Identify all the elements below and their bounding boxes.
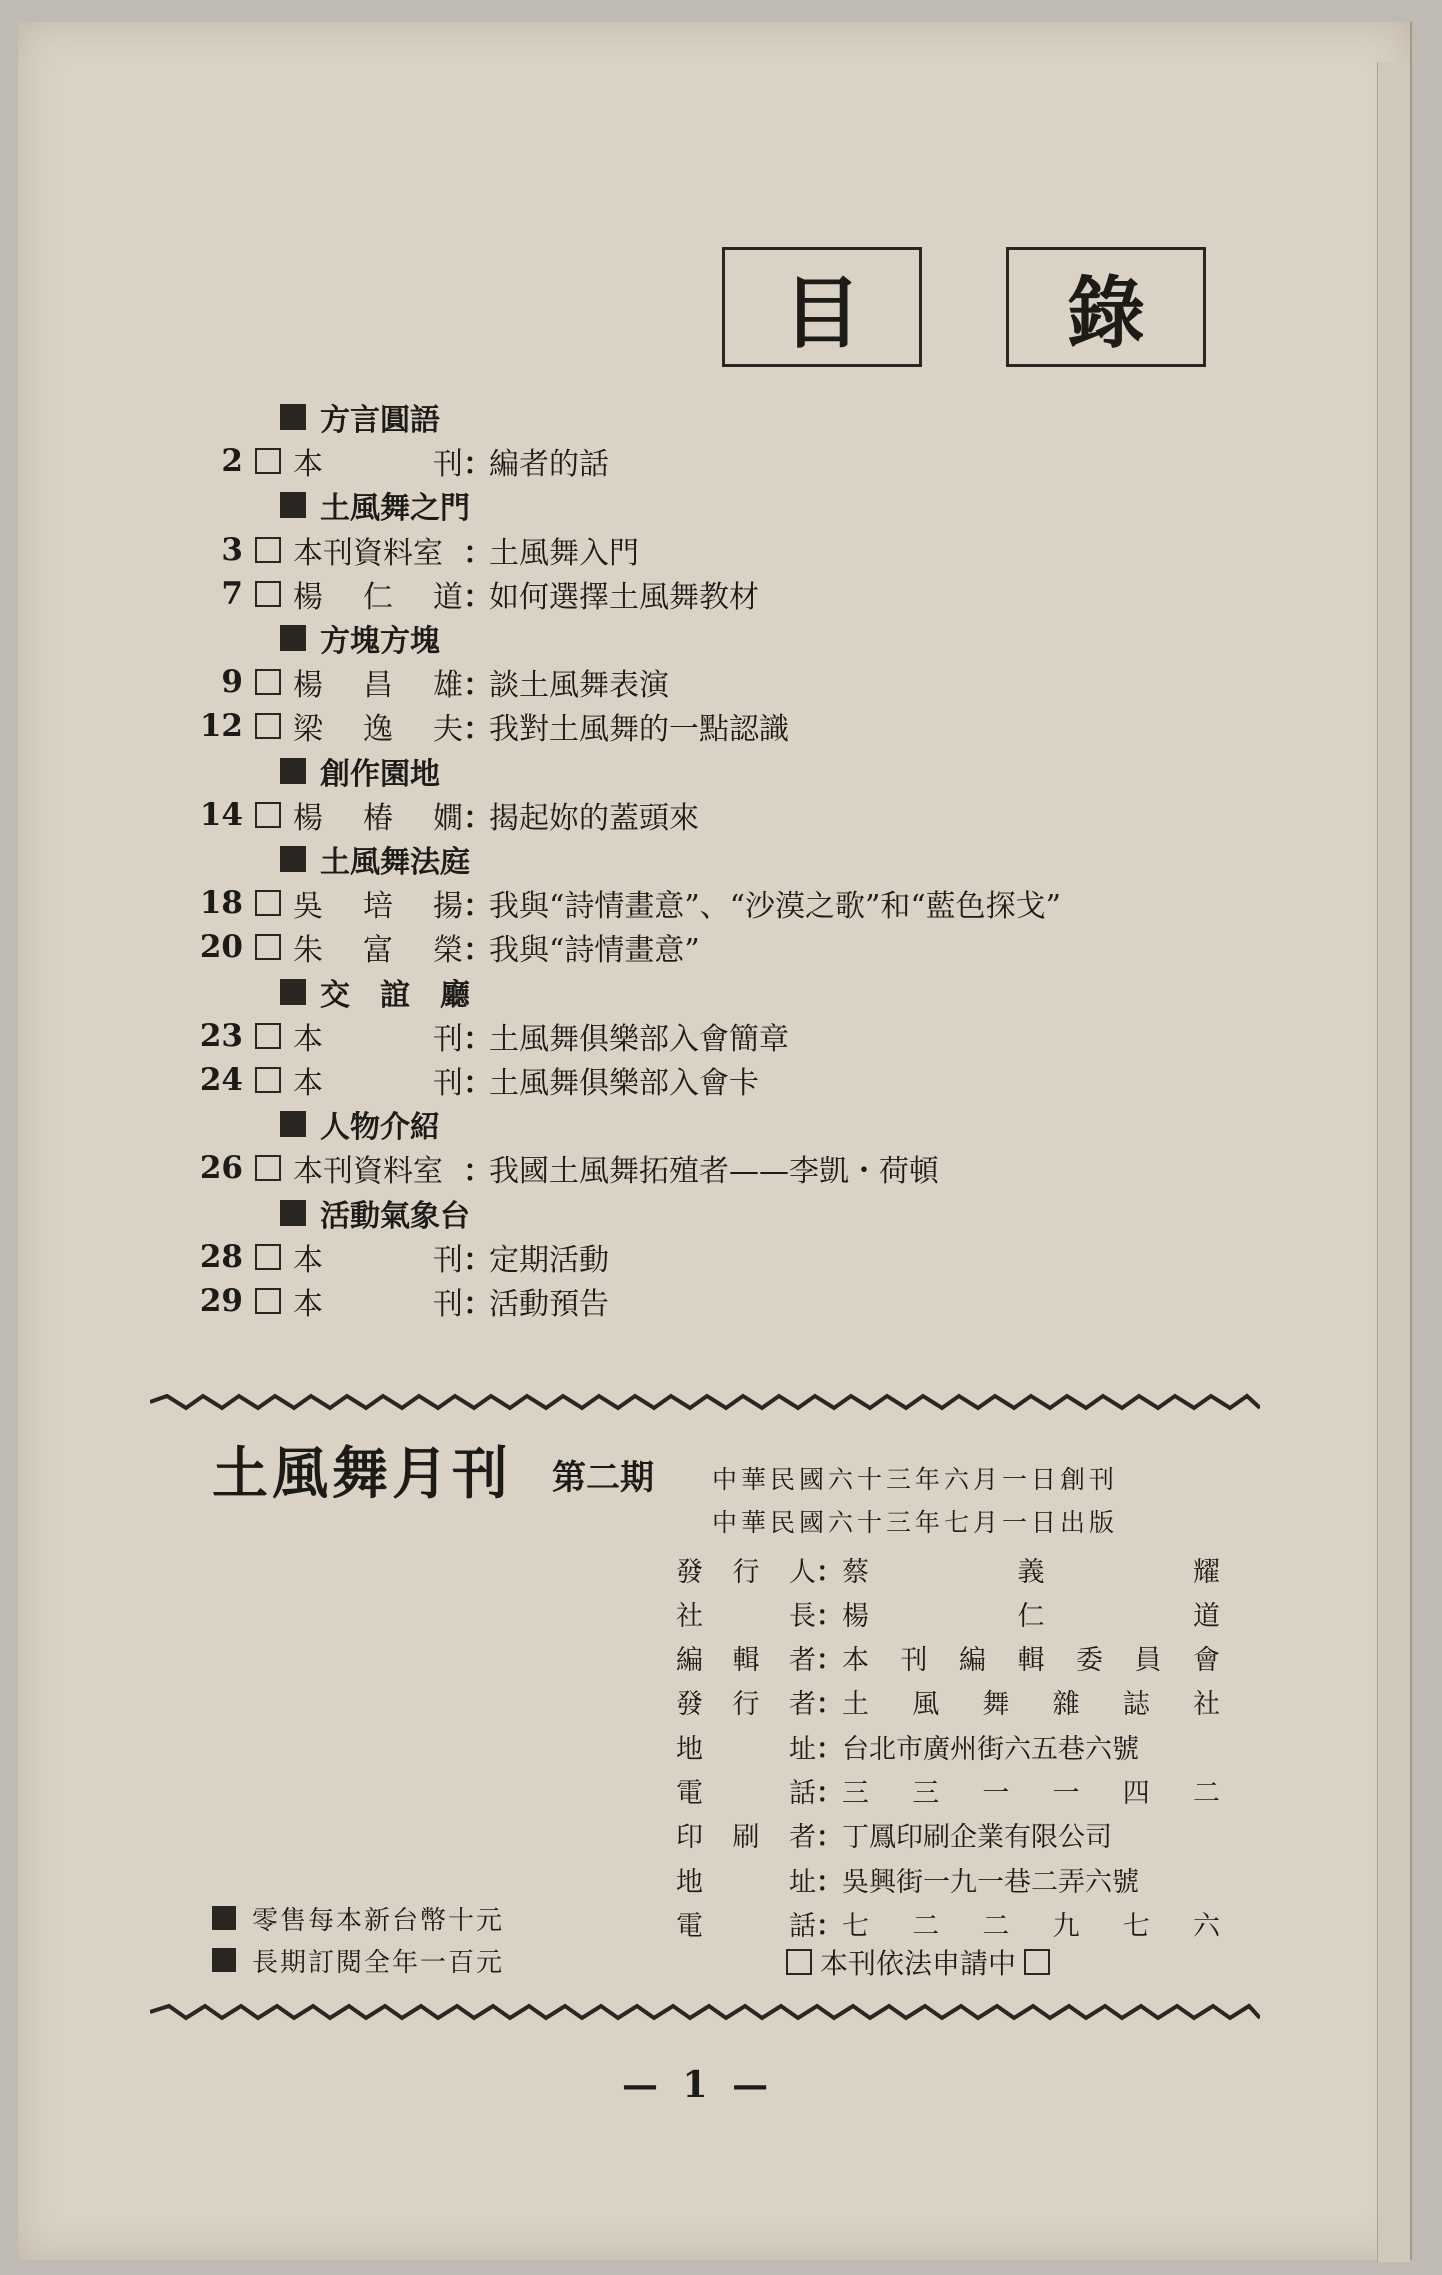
toc-section — [280, 1104, 440, 1144]
colophon-label-char: 者 — [789, 1822, 816, 1854]
colophon-label-char: 電 — [676, 1778, 703, 1809]
notice-text: 本刊依法申請中 — [820, 1947, 1017, 1980]
colophon-value-part: 四 — [1122, 1778, 1150, 1809]
bullet-square-icon — [212, 1906, 236, 1930]
colophon-label-char: 址 — [789, 1866, 816, 1898]
section-bullet-icon — [280, 846, 306, 872]
colon-separator: ： — [463, 1242, 493, 1278]
colon-separator: ： — [463, 1287, 493, 1322]
price-retail-text: 零售每本新台幣十元 — [252, 1905, 505, 1936]
toc-author — [293, 572, 463, 616]
open-square-icon — [255, 713, 281, 739]
toc-author-part: 楊 — [293, 668, 323, 704]
colon-separator: ： — [816, 1556, 843, 1588]
colophon-value-part: 吳興街一九一巷二弄六號 — [842, 1866, 1139, 1898]
price-subscription-text: 長期訂閱全年一百元 — [252, 1947, 505, 1978]
toc-section-title: 土風舞之門 — [320, 491, 470, 527]
toc-entry-title: 編者的話 — [489, 447, 609, 483]
colophon-label-char: 刷 — [732, 1822, 760, 1854]
open-square-icon — [255, 581, 281, 607]
toc-entry-title: 談土風舞表演 — [489, 668, 669, 704]
toc-entry-title: 如何選擇土風舞教材 — [489, 579, 759, 615]
section-bullet-icon — [280, 979, 306, 1005]
colophon-value-part: 七 — [1122, 1910, 1150, 1942]
colon-separator: ： — [816, 1645, 843, 1677]
toc-entry — [0, 662, 669, 702]
colophon-label-char: 行 — [732, 1689, 760, 1721]
toc-author — [293, 1235, 463, 1279]
toc-section — [280, 618, 440, 658]
open-square-icon — [255, 1067, 281, 1093]
toc-author — [293, 1279, 463, 1323]
colophon-row — [676, 1772, 1220, 1810]
colophon-label — [676, 1904, 816, 1943]
colophon-label — [676, 1594, 816, 1633]
colon-separator: ： — [463, 889, 493, 925]
registration-notice — [778, 1942, 1058, 1982]
toc-entry-title: 土風舞俱樂部入會簡章 — [489, 1021, 789, 1057]
toc-section — [280, 751, 440, 791]
toc-author-part: 刊 — [433, 1066, 463, 1101]
colophon-label — [676, 1860, 816, 1899]
colon-separator: ： — [816, 1600, 843, 1632]
toc-entry — [0, 1016, 789, 1056]
colophon-row — [676, 1860, 1220, 1898]
colophon-label-char: 電 — [676, 1910, 703, 1942]
toc-entry — [0, 1237, 609, 1277]
colophon-row — [676, 1594, 1220, 1632]
colon-separator: ： — [463, 579, 493, 615]
colophon-value-part: 六 — [1192, 1910, 1220, 1942]
colophon-value-part: 刊 — [900, 1645, 928, 1677]
colophon-row — [676, 1904, 1220, 1942]
open-square-icon — [255, 802, 281, 828]
section-bullet-icon — [280, 404, 306, 430]
colophon-value-part: 仁 — [1017, 1600, 1045, 1632]
founded-date: 中華民國六十三年六月一日創刊 — [712, 1465, 1119, 1494]
toc-author-part: 仁 — [363, 579, 393, 615]
toc-author-part: 椿 — [363, 800, 393, 836]
colophon-label-char: 社 — [676, 1600, 703, 1632]
colophon-row — [676, 1683, 1220, 1721]
colophon-label-char: 地 — [676, 1866, 703, 1898]
toc-page-number: 29 — [199, 1283, 243, 1319]
toc-author-part: 本 — [293, 1287, 323, 1322]
toc-page-number: 2 — [221, 443, 243, 480]
colon-separator: ： — [463, 447, 493, 483]
toc-entry-title: 土風舞入門 — [489, 535, 639, 571]
toc-entry — [0, 441, 609, 481]
colophon-row — [676, 1639, 1220, 1677]
magazine-title: 土風舞月刊 — [212, 1442, 512, 1507]
heading-char-1: 目 — [722, 247, 922, 367]
toc-entry — [0, 574, 759, 614]
colon-separator: ： — [816, 1733, 843, 1765]
colophon-label-char: 者 — [789, 1689, 816, 1721]
open-square-icon — [255, 448, 281, 474]
toc-author-part: 雄 — [433, 668, 463, 704]
colophon-value-part: 一 — [982, 1778, 1010, 1809]
colophon-value-part: 蔡 — [842, 1556, 869, 1588]
toc-author-part: 刊 — [433, 1242, 463, 1278]
colophon-value-part: 義 — [1017, 1556, 1045, 1588]
colophon-label-char: 輯 — [732, 1645, 760, 1677]
toc-page-number: 12 — [199, 708, 243, 745]
toc-author-part: 榮 — [433, 933, 463, 969]
toc-section — [280, 397, 440, 437]
open-square-icon — [255, 669, 281, 695]
toc-author-part: 本刊資料室 — [293, 535, 443, 571]
colophon-value — [842, 1860, 1220, 1899]
open-square-icon — [255, 1155, 281, 1181]
section-bullet-icon — [280, 625, 306, 651]
toc-author-part: 朱 — [293, 933, 323, 969]
toc-entry — [0, 927, 700, 967]
price-subscription — [212, 1942, 504, 1978]
toc-author-part: 揚 — [433, 889, 463, 925]
open-square-icon — [255, 934, 281, 960]
colophon-value-part: 員 — [1134, 1645, 1162, 1677]
colophon-value — [842, 1682, 1220, 1721]
colophon-label — [676, 1727, 816, 1766]
toc-section-title: 方塊方塊 — [320, 624, 440, 659]
toc-author-part: 吳 — [293, 889, 323, 925]
toc-section-title: 方言圓語 — [320, 403, 440, 438]
colophon-value-part: 耀 — [1193, 1556, 1220, 1588]
colophon-value-part: 三 — [912, 1778, 940, 1809]
toc-author — [293, 881, 463, 925]
toc-author-part: 梁 — [293, 712, 323, 748]
bullet-square-icon — [212, 1948, 236, 1972]
colophon-value-part: 風 — [912, 1689, 940, 1721]
colophon-label-char: 者 — [789, 1645, 816, 1677]
toc-entry — [0, 1060, 759, 1100]
colophon-value — [842, 1771, 1220, 1810]
toc-author-part: 逸 — [363, 712, 393, 748]
toc-section-title: 活動氣象台 — [320, 1198, 470, 1234]
toc-author — [293, 1014, 463, 1058]
section-bullet-icon — [280, 758, 306, 784]
toc-author-part: 富 — [363, 933, 393, 969]
toc-section-title: 創作園地 — [320, 756, 440, 792]
toc-entry-title: 我國土風舞拓殖者——李凱・荷頓 — [489, 1154, 939, 1190]
toc-section — [280, 972, 470, 1012]
toc-author-part: 昌 — [363, 668, 393, 704]
colophon-label — [676, 1815, 816, 1854]
open-square-icon — [255, 537, 281, 563]
toc-author — [293, 1146, 463, 1190]
toc-page-number: 28 — [199, 1238, 243, 1275]
colophon-value — [842, 1550, 1220, 1589]
toc-author-part: 夫 — [433, 712, 463, 748]
toc-author-part: 本 — [293, 1021, 323, 1057]
colophon-label-char: 編 — [676, 1645, 703, 1677]
colophon-label — [676, 1638, 816, 1677]
heading-char-2: 錄 — [1006, 247, 1206, 367]
colophon-value-part: 社 — [1192, 1689, 1220, 1721]
toc-author-part: 本 — [293, 1242, 323, 1278]
toc-entry-title: 我與“詩情畫意”、“沙漠之歌”和“藍色探戈” — [489, 889, 1062, 925]
colophon-label-char: 地 — [676, 1733, 703, 1765]
colophon-value-part: 三 — [842, 1778, 869, 1809]
open-square-icon — [255, 1023, 281, 1049]
colophon-value-part: 本 — [842, 1645, 869, 1677]
colon-separator: ： — [816, 1778, 843, 1809]
colon-separator: ： — [816, 1910, 843, 1942]
open-square-icon — [255, 1288, 281, 1314]
toc-entry — [0, 530, 639, 570]
colophon-row — [676, 1816, 1220, 1854]
toc-entry-title: 我對土風舞的一點認識 — [489, 712, 789, 748]
published-date: 中華民國六十三年七月一日出版 — [712, 1508, 1119, 1537]
toc-author-part: 嫺 — [433, 800, 463, 836]
toc-author-part: 楊 — [293, 800, 323, 836]
colon-separator: ： — [816, 1866, 843, 1898]
colophon-value-part: 道 — [1193, 1600, 1220, 1632]
toc-author-part: 本 — [293, 1066, 323, 1101]
toc-page-number: 23 — [199, 1017, 243, 1054]
toc-author — [293, 660, 463, 704]
colophon-value-part: 七 — [842, 1910, 869, 1942]
toc-author-part: 刊 — [433, 447, 463, 483]
colophon-row — [676, 1550, 1220, 1588]
colophon-value-part: 輯 — [1017, 1645, 1045, 1677]
toc-author-part: 本 — [293, 447, 323, 483]
colophon-value-part: 會 — [1193, 1645, 1220, 1677]
toc-section — [280, 839, 470, 879]
toc-page-number: 18 — [199, 885, 243, 922]
colophon-label-char: 人 — [789, 1556, 816, 1588]
toc-section-title: 人物介紹 — [320, 1110, 440, 1146]
toc-author — [293, 793, 463, 837]
colon-separator: ： — [463, 535, 493, 571]
colon-separator: ： — [463, 1021, 493, 1057]
colophon-value-part: 舞 — [982, 1689, 1010, 1721]
colophon-value-part: 楊 — [842, 1600, 869, 1632]
toc-author — [293, 925, 463, 969]
colophon-label-char: 印 — [676, 1822, 703, 1854]
colophon-value — [842, 1638, 1220, 1677]
toc-author-part: 本刊資料室 — [293, 1154, 443, 1190]
colophon-value — [842, 1594, 1220, 1633]
toc-page-number: 3 — [221, 531, 243, 568]
colophon-value-part: 誌 — [1122, 1689, 1150, 1721]
colophon-value-part: 編 — [959, 1645, 986, 1677]
colon-separator: ： — [463, 1154, 493, 1190]
toc-entry — [0, 1148, 939, 1188]
colophon-value-part: 丁鳳印刷企業有限公司 — [842, 1822, 1112, 1854]
colophon-label-char: 話 — [789, 1910, 816, 1942]
decorative-divider-bottom — [150, 2000, 1260, 2024]
colophon-label — [676, 1771, 816, 1810]
colophon-value-part: 二 — [1192, 1778, 1220, 1809]
toc-author — [293, 528, 463, 572]
toc-entry-title: 揭起妳的蓋頭來 — [489, 800, 699, 836]
toc-entry-title: 定期活動 — [489, 1242, 609, 1278]
colophon-value — [842, 1904, 1220, 1943]
colon-separator: ： — [816, 1689, 843, 1721]
toc-entry — [0, 883, 1061, 923]
colophon-value-part: 一 — [1052, 1778, 1080, 1809]
page-number: — 1 — — [622, 2064, 775, 2106]
colon-separator: ： — [463, 800, 493, 836]
colophon-label — [676, 1550, 816, 1589]
toc-author-part: 培 — [363, 889, 393, 925]
open-square-icon — [1024, 1949, 1050, 1975]
colon-separator: ： — [463, 933, 493, 969]
toc-section-title: 土風舞法庭 — [320, 845, 470, 880]
colophon-value-part: 台北市廣州街六五巷六號 — [842, 1733, 1139, 1765]
colophon-value-part: 九 — [1052, 1910, 1080, 1942]
toc-author-part: 刊 — [433, 1287, 463, 1322]
toc-page-number: 9 — [221, 664, 243, 701]
colophon-value — [842, 1727, 1220, 1766]
toc-author — [293, 439, 463, 483]
toc-section — [280, 485, 470, 525]
toc-page-number: 20 — [199, 929, 243, 966]
issue-label: 第二期 — [552, 1458, 654, 1498]
colon-separator: ： — [463, 712, 493, 748]
colophon-label-char: 發 — [676, 1689, 703, 1721]
colon-separator: ： — [463, 1066, 493, 1101]
open-square-icon — [255, 890, 281, 916]
toc-author-part: 道 — [433, 579, 463, 615]
toc-author-part: 刊 — [433, 1021, 463, 1057]
colophon-label-char: 行 — [732, 1556, 760, 1588]
colophon-label-char: 長 — [789, 1600, 816, 1632]
section-bullet-icon — [280, 492, 306, 518]
price-retail — [212, 1900, 504, 1936]
colon-separator: ： — [816, 1822, 843, 1854]
toc-entry — [0, 795, 699, 835]
toc-entry — [0, 706, 789, 746]
toc-section — [280, 1193, 470, 1233]
colophon-label-char: 話 — [789, 1778, 816, 1809]
toc-section-title: 交 誼 廳 — [320, 977, 470, 1013]
toc-entry — [0, 1281, 609, 1321]
colophon-value-part: 二 — [982, 1910, 1010, 1942]
colophon-value-part: 雜 — [1052, 1689, 1080, 1721]
toc-page-number: 26 — [199, 1150, 243, 1187]
toc-author-part: 楊 — [293, 579, 323, 615]
toc-page-number: 24 — [199, 1062, 243, 1098]
next-page-edge — [1377, 62, 1410, 2262]
toc-entry-title: 我與“詩情畫意” — [489, 933, 700, 969]
colophon-label — [676, 1682, 816, 1721]
toc-page-number: 7 — [221, 575, 243, 612]
open-square-icon — [255, 1244, 281, 1270]
toc-author — [293, 704, 463, 748]
section-bullet-icon — [280, 1200, 306, 1226]
colophon-value — [842, 1815, 1220, 1854]
toc-page-number: 14 — [199, 796, 243, 833]
toc-author — [293, 1058, 463, 1102]
colon-separator: ： — [463, 668, 493, 704]
colophon-value-part: 土 — [842, 1689, 869, 1721]
colophon-value-part: 二 — [912, 1910, 940, 1942]
colophon-value-part: 委 — [1076, 1645, 1103, 1677]
colophon-label-char: 址 — [789, 1733, 816, 1765]
section-bullet-icon — [280, 1111, 306, 1137]
colophon-label-char: 發 — [676, 1556, 703, 1588]
toc-entry-title: 活動預告 — [489, 1287, 609, 1322]
colophon-row — [676, 1727, 1220, 1765]
open-square-icon — [786, 1949, 812, 1975]
decorative-divider-top — [150, 1390, 1260, 1414]
toc-entry-title: 土風舞俱樂部入會卡 — [489, 1066, 759, 1101]
